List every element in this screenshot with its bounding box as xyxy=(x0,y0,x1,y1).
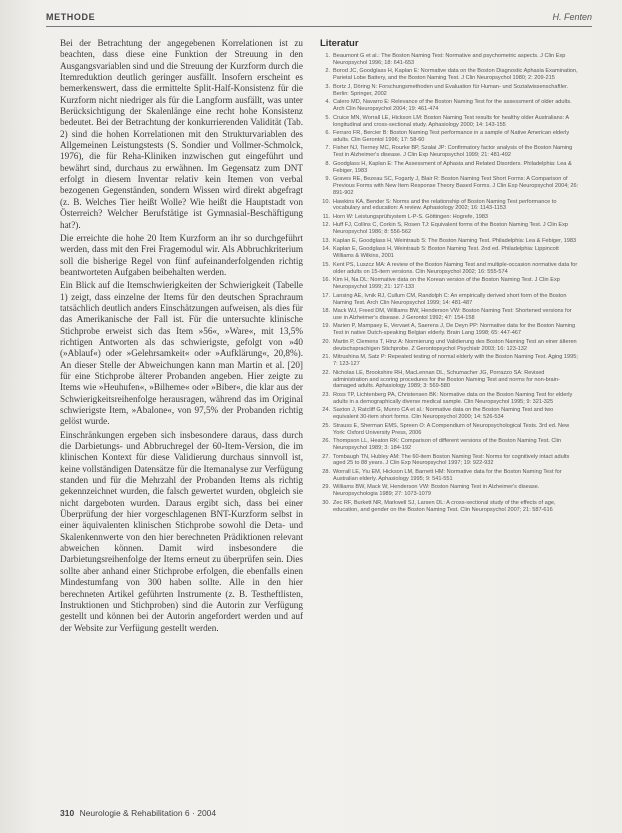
reference-number: 4. xyxy=(325,99,330,106)
reference-number: 23. xyxy=(322,391,330,398)
reference-item xyxy=(318,161,580,175)
reference-number: 30. xyxy=(322,499,330,506)
reference-text: Kaplan E, Goodglass H, Weintraub S: Boston Naming Test. 2nd ed. Philadelphia: Lippincott Williams & Wilkins, 2001 xyxy=(333,246,559,260)
reference-number: 28. xyxy=(322,468,330,475)
reference-item xyxy=(318,214,580,221)
reference-text: Beaumont G et al.: The Boston Naming Test: Normative and psychometric aspects. J Clin Exp Neuropsychol 1996; 18: 641-653 xyxy=(333,53,566,66)
reference-text: Thompson LL, Heaton RK: Comparison of different versions of the Boston Naming Test. Clin Neuropsychol 1989; 3: 184-192 xyxy=(333,438,562,452)
reference-number: 7. xyxy=(325,145,330,152)
reference-number: 2. xyxy=(325,68,330,75)
reference-number: 8. xyxy=(325,160,330,167)
reference-item xyxy=(318,99,580,113)
page-number: 310 xyxy=(60,808,75,818)
body-paragraph: Die erreichte die hohe 20 Item Kurzform an ihr so durchgeführt werden, dass mit den Frei Fragemodul wir. Als Abbruchkriterium soll die bisherige Regel von fünf aufeinanderfolgenden richtig beantworteten Aufgaben beibehalten werden. xyxy=(60,232,303,277)
reference-item xyxy=(318,484,580,498)
reference-item xyxy=(318,68,580,82)
reference-item xyxy=(318,176,580,197)
reference-item xyxy=(318,293,580,307)
reference-text: Kent PS, Luszcz MA: A review of the Boston Naming Test and multiple-occasion normative data for older adults on 15-item versions. Clin Neuropsychol 2002; 16: 555-574 xyxy=(333,261,578,275)
body-text-column xyxy=(60,38,303,778)
reference-number: 17. xyxy=(322,292,330,299)
reference-text: Kim H, Na DL: Normative data on the Korean version of the Boston Naming Test. J Clin Exp Neuropsychol 1999; 21: 127-133 xyxy=(333,277,560,291)
body-paragraph: Einschränkungen ergeben sich insbesondere daraus, dass durch die Darbietungs- und Abbruchregel der 60-Item-Version, die im klinischen Kontext für diese Validierung durchaus sinnvoll ist, keine vollständigen Datensätze für die Itemanalyse zur Verfügung standen und für die Mehrzahl der Probanden Items als richtig gekennzeichnet wurden, die falsch gewertet wurden, obgleich sie nicht dargeboten wurden. Daraus ergibt sich, dass bei einer Überprüfung der hier vorgeschlagenen BNT-Kurzform selbst in einer äquivalenten klinischen Stichprobe sowohl die Deta- und Skalenkennwerte von den hier berechneten Prädiktionen relevant abweichen können. Damit wird insbesondere die Darbietungsreihenfolge der Items erneut zu überprüfen sein. Dies sollte aber anhand einer Stichprobe erfolgen, die ebenfalls einen Mindestumfang von 300 haben sollte. Alle in den hier berechneten Artikel geführten Instrumente (z. B. Testheftlisten, Instruktionen und Stichproben) sind die Autorin zur Verfügung gestellt und können bei der Autorin angefordert werden und auf der Website zur Verfügung gestellt werden. xyxy=(60,429,303,633)
reference-item xyxy=(318,199,580,213)
reference-item xyxy=(318,308,580,322)
reference-number: 20. xyxy=(322,338,330,345)
reference-number: 9. xyxy=(325,176,330,183)
reference-text: Hawkins KA, Bender S: Norms and the relationship of Boston Naming Test performance to vocabulary and education: A review. Aphasiology 2002; 16: 1143-1153 xyxy=(333,198,557,212)
reference-item xyxy=(318,500,580,514)
reference-text: Horn W: Leistungsprüfsystem L-P-S. Göttingen: Hogrefe, 1983 xyxy=(333,213,489,220)
reference-item xyxy=(318,262,580,276)
author-label: H. Fenten xyxy=(552,12,592,22)
reference-item xyxy=(318,246,580,260)
reference-number: 27. xyxy=(322,453,330,460)
reference-number: 15. xyxy=(322,261,330,268)
reference-text: Mack WJ, Freed DM, Williams BW, Henderson VW: Boston Naming Test: Shortened versions for use in Alzheimer's disease. J Gerontol 1992; 47: 154-158 xyxy=(333,308,572,321)
reference-text: Martin P, Clemens T, Hinz A: Normierung und Validierung des Boston Naming Test an einer älteren deutschsprachigen Stichprobe. Z Gerontopsychol Psychiatr 2003; 16: 123-132 xyxy=(333,338,577,352)
journal-name: Neurologie & Rehabilitation 6 · 2004 xyxy=(79,808,217,818)
reference-item xyxy=(318,238,580,245)
reference-number: 11. xyxy=(322,213,330,220)
reference-text: Ferraro FR, Bercier B: Boston Naming Test performance in a sample of Native American elderly adults. Clin Gerontol 1996; 17: 58-60 xyxy=(333,130,570,143)
reference-item xyxy=(318,438,580,452)
reference-number: 3. xyxy=(325,83,330,90)
reference-text: Nicholas LE, Brookshire RH, MacLennan DL, Schumacher JG, Porrazzo SA: Revised administration and scoring procedures for the Boston Naming Test and norms for non-brain-damaged adults. Aphasiology 1989; 3: 569-580 xyxy=(333,369,560,390)
reference-item xyxy=(318,277,580,291)
reference-item xyxy=(318,145,580,159)
reference-item xyxy=(318,354,580,368)
reference-text: Williams BW, Mack W, Henderson VW: Boston Naming Test in Alzheimer's disease. Neuropsychologia 1989; 27: 1073-1079 xyxy=(333,484,540,498)
reference-number: 13. xyxy=(322,237,330,244)
reference-item xyxy=(318,323,580,337)
reference-text: Worrall LE, Yiu EM, Hickson LM, Barnett HM: Normative data for the Boston Naming Test for Australian elderly. Aphasiology 1995; 9: 541-551 xyxy=(333,468,562,482)
section-label: METHODE xyxy=(46,12,96,22)
reference-text: Mitrushina M, Satz P: Repeated testing of normal elderly with the Boston Naming Test. Aging 1995; 7: 123-127 xyxy=(333,354,578,368)
reference-number: 12. xyxy=(322,222,330,229)
reference-item xyxy=(318,407,580,421)
reference-item xyxy=(318,454,580,468)
reference-item xyxy=(318,115,580,129)
reference-text: Goodglass H, Kaplan E: The Assessment of Aphasia and Related Disorders. Philadelphia: Lea & Febiger, 1983 xyxy=(333,160,572,174)
header-rule xyxy=(46,26,592,27)
reference-item xyxy=(318,130,580,144)
reference-text: Calero MD, Navarro E: Relevance of the Boston Naming Test for the assessment of older adults. Arch Clin Neuropsychol 2004; 19: 461-474 xyxy=(333,99,572,113)
reference-number: 19. xyxy=(322,323,330,330)
reference-number: 10. xyxy=(322,198,330,205)
reference-number: 25. xyxy=(322,422,330,429)
reference-number: 24. xyxy=(322,407,330,414)
reference-item xyxy=(318,370,580,391)
body-paragraph: Ein Blick auf die Itemschwierigkeiten der Schwierigkeit (Tabelle 1) zeigt, dass einzelne der Items für den deutschen Sprachraum tatsächlich deutlich anders Einschätzungen aufweisen, als dies für das Amerikanische der Fall ist. Für die untersuchte klinische Stichprobe erweist sich das Item »56«, »Ware«, mit 13,5% richtigen Antworten als das schwierigste, gefolgt von »40 (»Ablauf«) oder »Gelehrsamkeit« oder »Aufklärung«, 20,8%). An dieser Stelle der Abweichungen kann man Martin et al. [20] für eine Stichprobe älterer Probanden angeben. Hier zeigte zu Items wie »Heuhufen«, »Bilheme« oder »Biber«, die klar aus der Schwierigkeitsreihenfolge herausragen, während das im Original schwierigste Item, »Abalone«, von 97,5% der Probanden richtig gelöst wurde. xyxy=(60,280,303,427)
reference-text: Lansing AE, Ivnik RJ, Cullum CM, Randolph C: An empirically derived short form of the Boston Naming Test. Arch Clin Neuropsychol 1999; 14: 481-487 xyxy=(333,292,567,306)
reference-text: Ross TP, Lichtenberg PA, Christensen BK: Normative data on the Boston Naming Test for elderly adults in a demographically diverse medical sample. Clin Neuropsychol 1995; 9: 321-325 xyxy=(333,391,573,405)
reference-text: Huff FJ, Collins C, Corkin S, Rosen TJ: Equivalent forms of the Boston Naming Test. J Clin Exp Neuropsychol 1986; 8: 556-562 xyxy=(333,222,569,236)
reference-item xyxy=(318,469,580,483)
reference-text: Saxton J, Ratcliff G, Munro CA et al.: Normative data on the Boston Naming Test and two equivalent 30-item short forms. Clin Neuropsychol 2000; 14: 526-534 xyxy=(333,407,554,421)
literature-heading: Literatur xyxy=(320,38,359,49)
reference-item xyxy=(318,84,580,98)
reference-item xyxy=(318,423,580,437)
reference-item xyxy=(318,392,580,406)
reference-text: Borod JC, Goodglass H, Kaplan E: Normative data on the Boston Diagnostic Aphasia Examination, Parietal Lobe Battery, and the Boston Naming Test. J Clin Neuropsychol 1980; 2: 209-215 xyxy=(333,68,578,82)
reference-text: Strauss E, Sherman EMS, Spreen O: A Compendium of Neuropsychological Tests. 3rd ed. New York: Oxford University Press, 2006 xyxy=(333,422,570,436)
reference-text: Graves RE, Bezeau SC, Fogarty J, Blair R: Boston Naming Test Short Forms: A Comparison of Previous Forms with New Item Response Theory Based Forms. J Clin Exp Neuropsychol 2004; 26: 891-902 xyxy=(333,176,579,197)
page-footer xyxy=(60,808,216,818)
reference-number: 26. xyxy=(322,438,330,445)
body-paragraph: Bei der Betrachtung der angegebenen Korrelationen ist zu beachten, dass diese eine Funktion der Streuung in den Ausgangsvariablen sind und die Streuung der Kurzform durch die Itemreduktion deutlich geringer ausfällt. Insofern erscheint es bemerkenswert, dass die ermittelte Split-Half-Konsistenz für die Kurzform nicht niedriger als für die Langform ausfällt, was unter Berücksichtigung der Skalenlänge eine recht hohe Konsistenz bedeutet. Bei der Betrachtung der konkurrierenden Validität (Tab. 2) sind die hohen Korrelationen mit den Strukturvariablen des Allgemeinen Leistungstests (S. Sondier und Vollmer-Schmolck, 1976), die für Reha-Kliniken inzwischen gut eingeführt und bewährt sind, durchaus zu erwähnen. Im Gegensatz zum DNT erfolgt in diesem Inventar relativ kein Itemen von verbal bezogenen Gegenständen, sondern Wissen wird direkt abgefragt (z. B. Welches Tier heißt Wolle? Wie heißt die Hauptstadt von Österreich? Welcher Berufstätige ist Gymnasial-Beschäftigung hat?). xyxy=(60,38,303,230)
reference-number: 29. xyxy=(322,484,330,491)
reference-number: 21. xyxy=(322,354,330,361)
reference-text: Bortz J, Döring N: Forschungsmethoden und Evaluation für Human- und Sozialwissenschaftler. Berlin: Springer, 2002 xyxy=(333,83,569,97)
literature-column xyxy=(318,38,580,778)
reference-number: 14. xyxy=(322,246,330,253)
reference-text: Tombaugh TN, Hubley AM: The 60-item Boston Naming Test: Norms for cognitively intact adults aged 25 to 88 years. J Clin Exp Neuropsychol 1997; 19: 922-932 xyxy=(333,453,570,467)
reference-item xyxy=(318,53,580,67)
reference-item xyxy=(318,339,580,353)
reference-text: Fisher NJ, Tierney MC, Rourke BP, Szalai JP: Confirmatory factor analysis of the Boston Naming Test in Alzheimer's disease. J Clin Exp Neuropsychol 1999; 21: 481-492 xyxy=(333,145,573,159)
reference-text: Marien P, Mampaey E, Vervaet A, Saerens J, De Deyn PP: Normative data for the Boston Naming Test in native Dutch-speaking Belgian elderly. Brain Lang 1998; 65: 447-467 xyxy=(333,323,576,337)
reference-list xyxy=(318,53,580,514)
reference-number: 5. xyxy=(325,114,330,121)
reference-text: Zec RF, Burkett NR, Markwell SJ, Larsen DL: A cross-sectional study of the effects of age, education, and gender on the Boston Naming Test. Clin Neuropsychol 2007; 21: 587-616 xyxy=(333,499,556,513)
reference-number: 6. xyxy=(325,130,330,137)
reference-number: 18. xyxy=(322,308,330,314)
reference-number: 22. xyxy=(322,369,330,376)
reference-number: 16. xyxy=(322,277,330,284)
reference-number: 1. xyxy=(325,53,330,59)
reference-text: Kaplan E, Goodglass H, Weintraub S: The Boston Naming Test. Philadelphia: Lea & Febiger, 1983 xyxy=(333,237,577,244)
reference-text: Cruice MN, Worrall LE, Hickson LM: Boston Naming Test results for healthy older Australians: A longitudinal and cross-sectional study. Aphasiology 2000; 14: 143-155 xyxy=(333,114,569,128)
reference-item xyxy=(318,222,580,236)
